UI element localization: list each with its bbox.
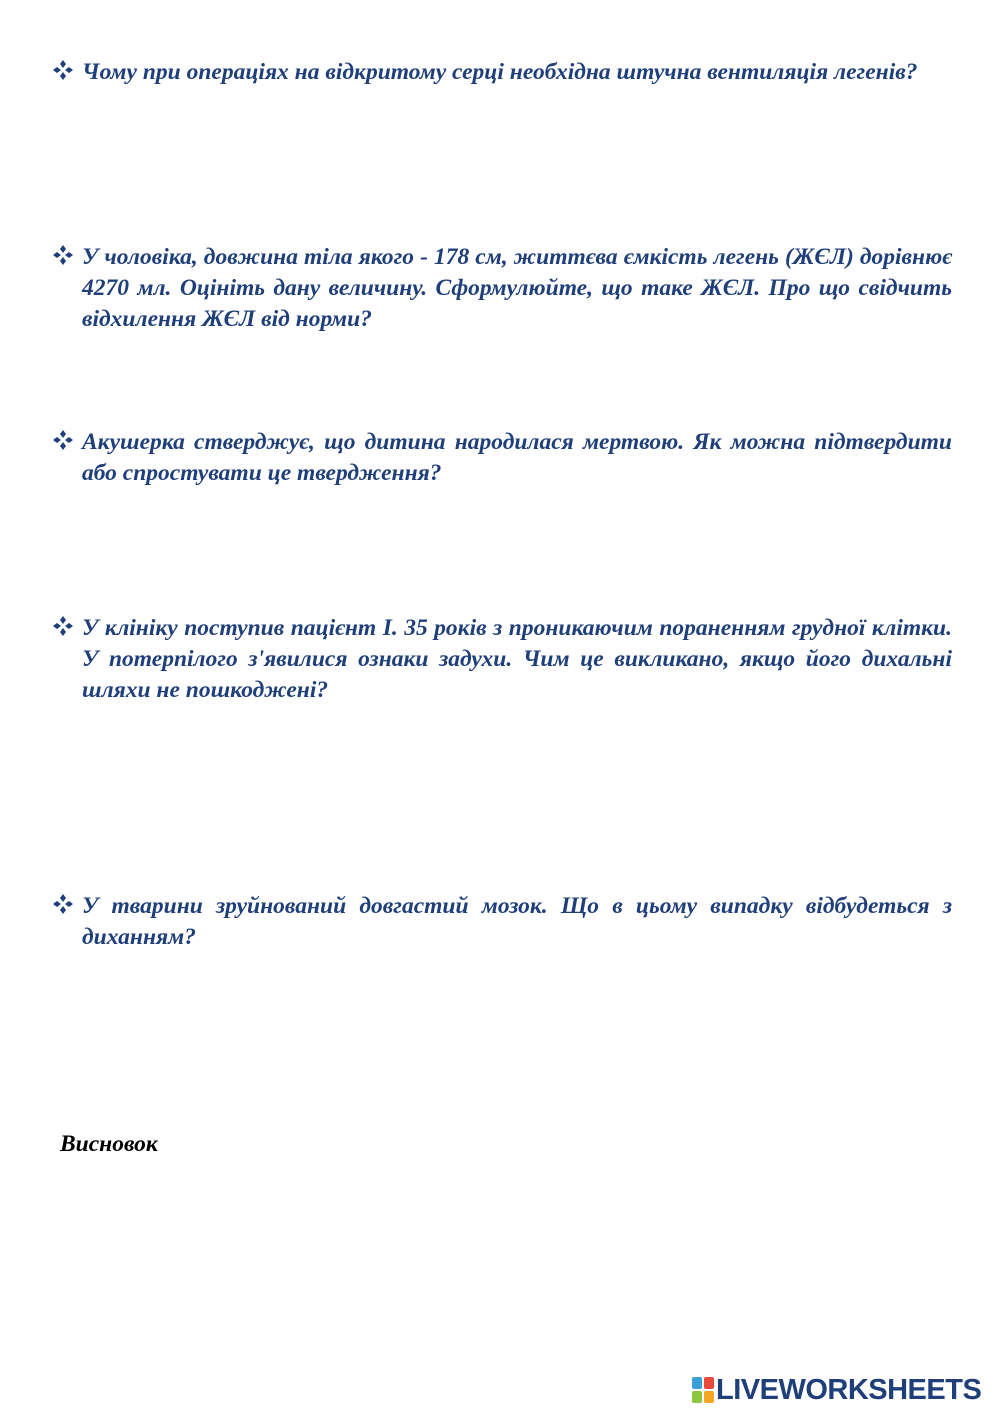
conclusion-heading: Висновок — [60, 1131, 158, 1157]
question-1 — [52, 57, 952, 88]
question-5 — [52, 891, 952, 953]
question-text: Чому при операціях на відкритому серці необхідна штучна вентиляція легенів? — [82, 59, 918, 85]
diamond-bullet-icon — [52, 615, 74, 637]
question-text: У клініку поступив пацієнт І. 35 років з проникаючим пораненням грудної клітки. У потерпілого з'явилися ознаки задухи. Чим це викликано, якщо його дихальні шляхи не пошкоджені? — [82, 615, 952, 703]
liveworksheets-logo — [692, 1374, 981, 1406]
question-2 — [52, 242, 952, 335]
diamond-bullet-icon — [52, 429, 74, 451]
question-text: Акушерка стверджує, що дитина народилася мертвою. Як можна підтвердити або спростувати це твердження? — [82, 429, 952, 486]
question-4 — [52, 613, 952, 706]
diamond-bullet-icon — [52, 59, 74, 81]
question-3 — [52, 427, 952, 489]
question-text: У тварини зруйнований довгастий мозок. Що в цьому випадку відбудеться з диханням? — [82, 893, 952, 950]
logo-text: LIVEWORKSHEETS — [716, 1373, 982, 1406]
question-text: У чоловіка, довжина тіла якого - 178 см, життєва ємкість легень (ЖЄЛ) дорівнює 4270 мл. Оцініть дану величину. Сформулюйте, що таке ЖЄЛ. Про що свідчить відхилення ЖЄЛ від норми? — [82, 244, 952, 332]
diamond-bullet-icon — [52, 893, 74, 915]
diamond-bullet-icon — [52, 244, 74, 266]
liveworksheets-logo-icon — [692, 1377, 714, 1403]
